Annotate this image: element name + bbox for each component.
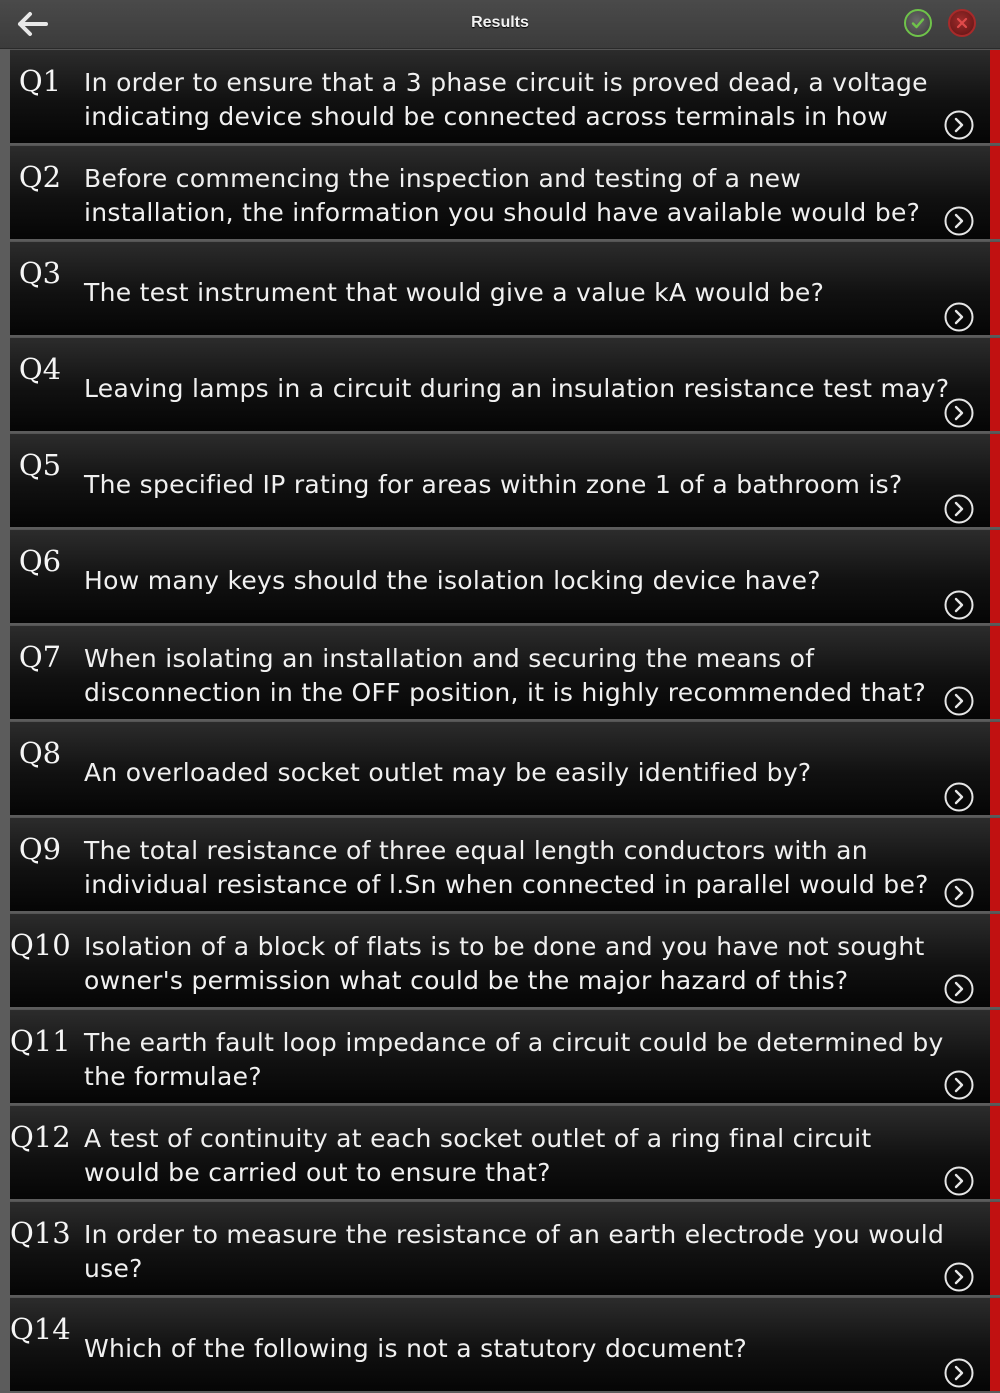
chevron-right-circle-icon[interactable] [944, 1358, 974, 1388]
question-row[interactable] [10, 241, 1000, 335]
results-list [10, 49, 1000, 1393]
chevron-right-circle-icon[interactable] [944, 686, 974, 716]
question-row[interactable] [10, 1009, 1000, 1103]
question-number: Q9 [18, 832, 62, 866]
question-row[interactable] [10, 529, 1000, 623]
question-number: Q2 [18, 160, 62, 194]
question-row[interactable] [10, 337, 1000, 431]
check-icon [910, 15, 926, 31]
question-number: Q12 [10, 1120, 71, 1154]
top-bar [0, 0, 1000, 49]
question-number: Q13 [10, 1216, 71, 1250]
close-icon [954, 15, 970, 31]
question-number: Q14 [10, 1312, 71, 1346]
question-number: Q4 [18, 352, 62, 386]
question-row[interactable] [10, 913, 1000, 1007]
chevron-right-circle-icon[interactable] [944, 206, 974, 236]
show-correct-button[interactable] [904, 9, 932, 37]
question-text: When isolating an installation and securing the means of disconnection in the OFF position, it is highly recommended that? [84, 644, 927, 707]
chevron-right-circle-icon[interactable] [944, 782, 974, 812]
page-title: Results [471, 14, 529, 31]
question-row[interactable] [10, 145, 1000, 239]
question-text: An overloaded socket outlet may be easily identified by? [84, 758, 812, 787]
question-number: Q7 [18, 640, 62, 674]
question-row[interactable] [10, 721, 1000, 815]
question-number: Q11 [10, 1024, 71, 1058]
question-text: The total resistance of three equal length conductors with an individual resistance of l.Sn when connected in parallel would be? [84, 836, 929, 899]
question-text: Before commencing the inspection and testing of a new installation, the information you should have available would be? [84, 164, 921, 227]
question-text: The test instrument that would give a value kA would be? [84, 278, 825, 307]
question-text: In order to ensure that a 3 phase circuit is proved dead, a voltage indicating device should be connected across terminals in how [84, 68, 928, 131]
question-text: The earth fault loop impedance of a circuit could be determined by the formulae? [84, 1028, 944, 1091]
chevron-right-circle-icon[interactable] [944, 974, 974, 1004]
question-row[interactable] [10, 49, 1000, 143]
chevron-right-circle-icon[interactable] [944, 1070, 974, 1100]
question-number: Q8 [18, 736, 62, 770]
question-row[interactable] [10, 817, 1000, 911]
question-text: A test of continuity at each socket outlet of a ring final circuit would be carried out to ensure that? [84, 1124, 872, 1187]
chevron-right-circle-icon[interactable] [944, 110, 974, 140]
question-text: In order to measure the resistance of an earth electrode you would use? [84, 1220, 945, 1283]
chevron-right-circle-icon[interactable] [944, 398, 974, 428]
question-number: Q10 [10, 928, 71, 962]
chevron-right-circle-icon[interactable] [944, 1262, 974, 1292]
chevron-right-circle-icon[interactable] [944, 302, 974, 332]
question-text: How many keys should the isolation locking device have? [84, 566, 821, 595]
chevron-right-circle-icon[interactable] [944, 1166, 974, 1196]
question-text: Which of the following is not a statutory document? [84, 1334, 748, 1363]
question-number: Q5 [18, 448, 62, 482]
chevron-right-circle-icon[interactable] [944, 878, 974, 908]
question-number: Q6 [18, 544, 62, 578]
question-row[interactable] [10, 625, 1000, 719]
question-text: Isolation of a block of flats is to be done and you have not sought owner's permission what could be the major hazard of this? [84, 932, 925, 995]
question-text: The specified IP rating for areas within zone 1 of a bathroom is? [84, 470, 903, 499]
show-wrong-button[interactable] [948, 9, 976, 37]
chevron-right-circle-icon[interactable] [944, 494, 974, 524]
question-row[interactable] [10, 1201, 1000, 1295]
question-row[interactable] [10, 1297, 1000, 1391]
chevron-right-circle-icon[interactable] [944, 590, 974, 620]
question-row[interactable] [10, 433, 1000, 527]
question-number: Q1 [18, 64, 62, 98]
question-text: Leaving lamps in a circuit during an insulation resistance test may? [84, 374, 950, 403]
question-number: Q3 [18, 256, 62, 290]
question-row[interactable] [10, 1105, 1000, 1199]
